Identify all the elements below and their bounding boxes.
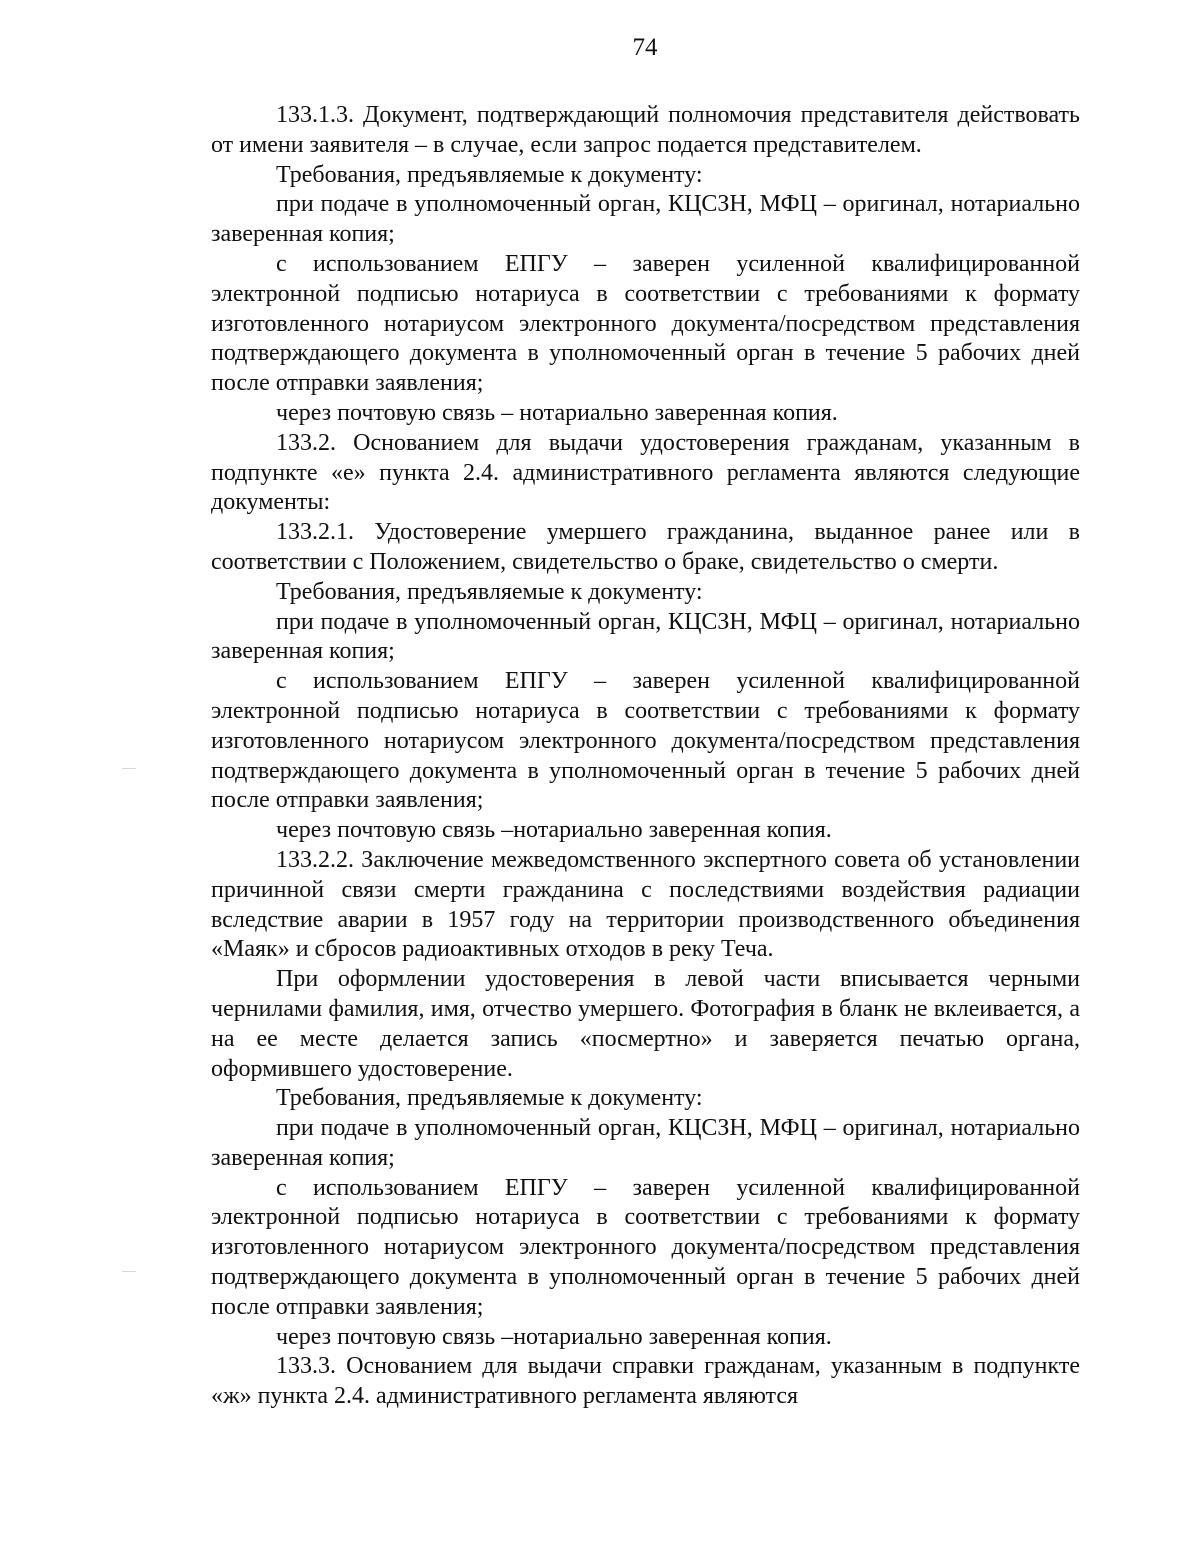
paragraph: 133.3. Основанием для выдачи справки гражданам, указанным в подпункте «ж» пункта 2.4. административного регламента являются: [211, 1353, 1080, 1410]
paragraph: 133.2.1. Удостоверение умершего гражданина, выданное ранее или в соответствии с Положением, свидетельство о браке, свидетельство о смерти.: [211, 519, 1080, 575]
paragraph: с использованием ЕПГУ – заверен усиленной квалифицированной электронной подписью нотариуса в соответствии с требованиями к формату изготовленного нотариусом электронного документа/посредством представления подтверждающего документа в уполномоченный орган в течение 5 рабочих дней после отправки заявления;: [211, 1174, 1080, 1320]
paragraph: Требования, предъявляемые к документу:: [276, 1085, 703, 1112]
paragraph: 133.1.3. Документ, подтверждающий полномочия представителя действовать от имени заявителя – в случае, если запрос подается представителем.: [211, 102, 1080, 158]
document-body: [211, 101, 1080, 1412]
paragraph: через почтовую связь –нотариально заверенная копия.: [276, 817, 832, 844]
paragraph: с использованием ЕПГУ – заверен усиленной квалифицированной электронной подписью нотариуса в соответствии с требованиями к формату изготовленного нотариусом электронного документа/посредством представления подтверждающего документа в уполномоченный орган в течение 5 рабочих дней после отправки заявления;: [211, 668, 1080, 814]
paragraph: При оформлении удостоверения в левой части вписывается черными чернилами фамилия, имя, отчество умершего. Фотография в бланк не вклеивается, а на ее месте делается запись «посмертно» и заверяется печатью органа, оформившего удостоверение.: [211, 966, 1080, 1082]
page-number: 74: [632, 34, 658, 61]
paragraph: с использованием ЕПГУ – заверен усиленной квалифицированной электронной подписью нотариуса в соответствии с требованиями к формату изготовленного нотариусом электронного документа/посредством представления подтверждающего документа в уполномоченный орган в течение 5 рабочих дней после отправки заявления;: [211, 250, 1080, 397]
paragraph: через почтовую связь – нотариально заверенная копия.: [276, 399, 838, 426]
paragraph: 133.2.2. Заключение межведомственного экспертного совета об установлении причинной связи смерти гражданина с последствиями воздействия радиации вследствие аварии в 1957 году на территории производственного объединения «Маяк» и сбросов радиоактивных отходов в реку Теча.: [211, 846, 1080, 963]
scan-mark: [122, 768, 136, 769]
paragraph: через почтовую связь –нотариально заверенная копия.: [276, 1323, 832, 1350]
paragraph: Требования, предъявляемые к документу:: [276, 161, 703, 188]
paragraph: Требования, предъявляемые к документу:: [276, 578, 703, 605]
paragraph: при подаче в уполномоченный орган, КЦСЗН, МФЦ – оригинал, нотариально заверенная копия;: [211, 191, 1080, 248]
paragraph: при подаче в уполномоченный орган, КЦСЗН, МФЦ – оригинал, нотариально заверенная копия;: [211, 608, 1080, 665]
paragraph: 133.2. Основанием для выдачи удостоверения гражданам, указанным в подпункте «е» пункта 2.4. административного регламента являются следующие документы:: [211, 429, 1080, 516]
scan-mark: [122, 1271, 136, 1272]
paragraph: при подаче в уполномоченный орган, КЦСЗН, МФЦ – оригинал, нотариально заверенная копия;: [211, 1115, 1080, 1171]
